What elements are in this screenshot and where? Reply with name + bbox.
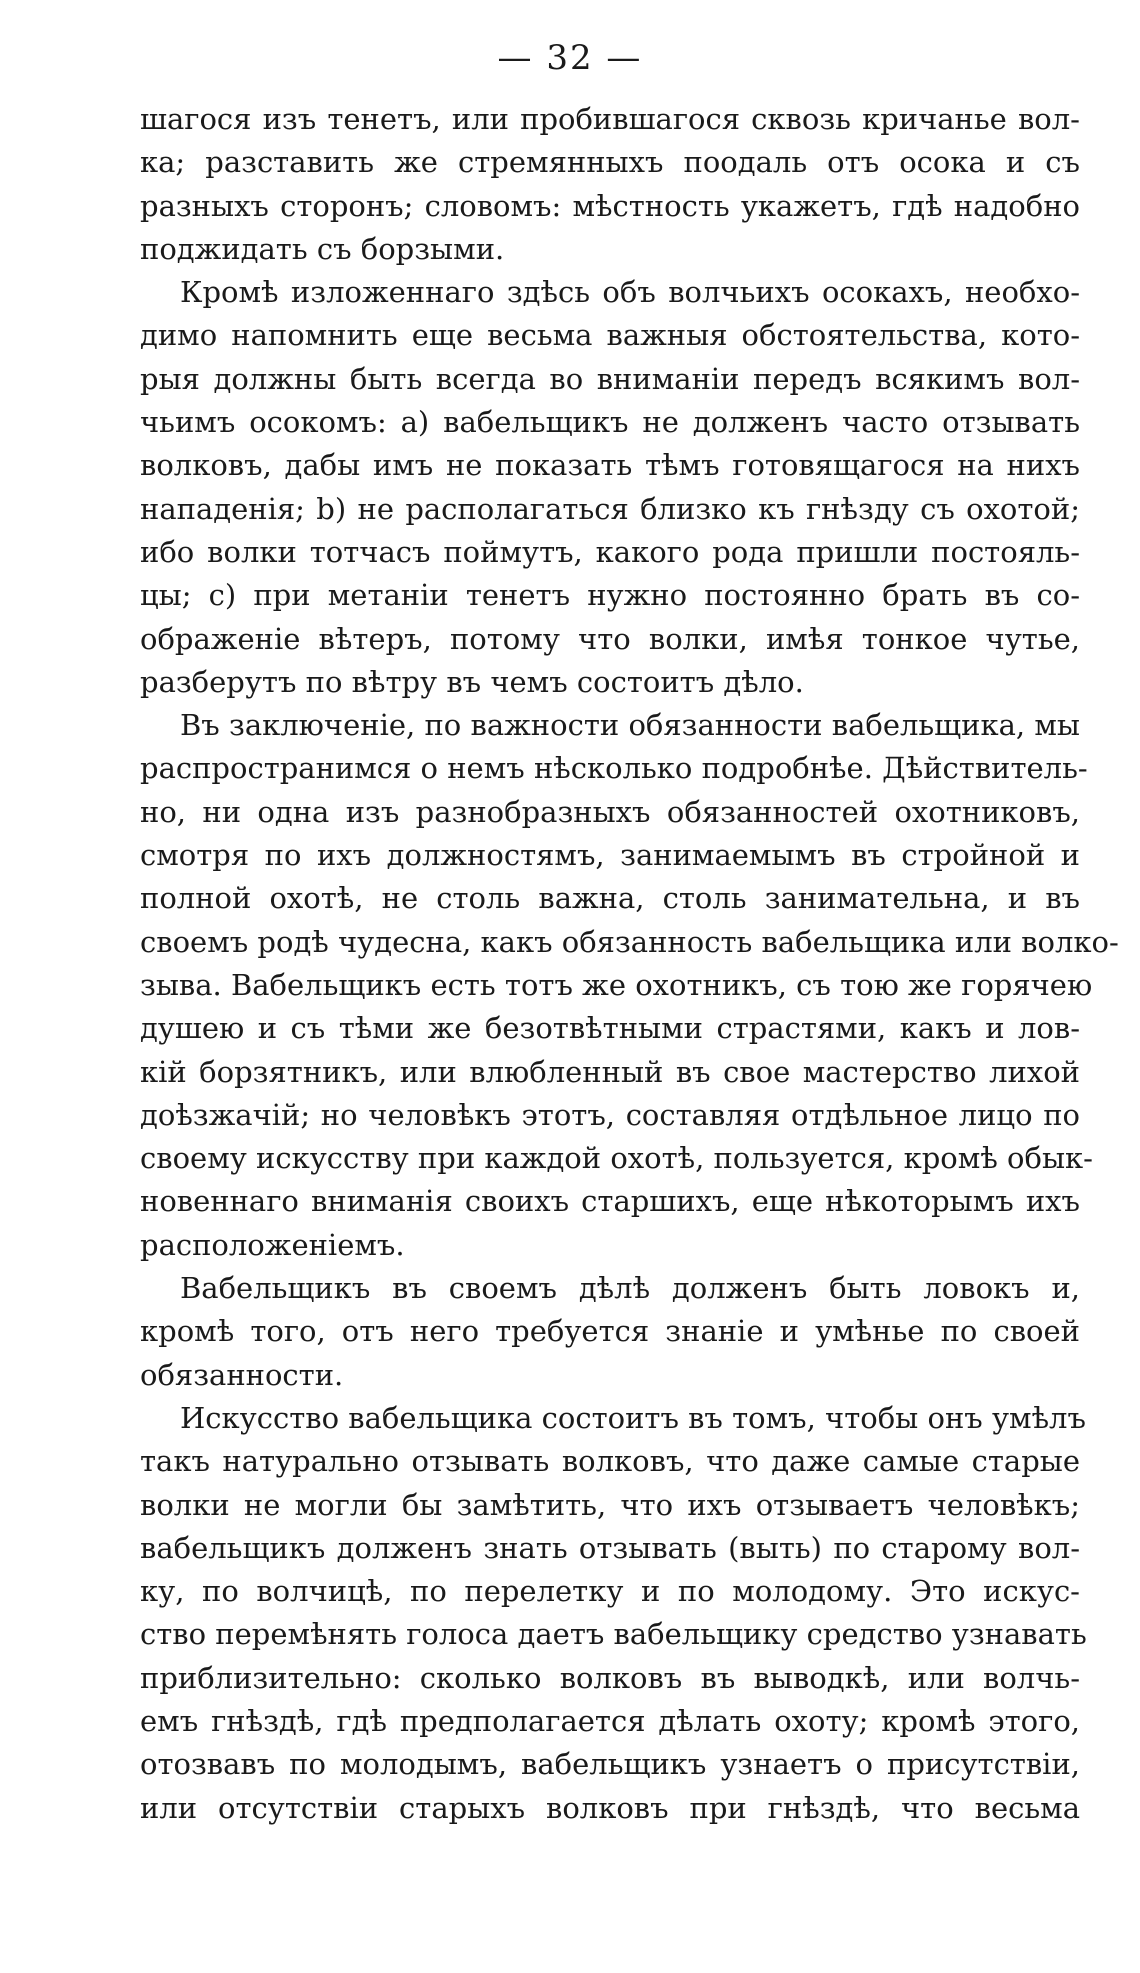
text-line: разберутъ по вѣтру въ чемъ состоитъ дѣло.: [140, 664, 804, 699]
text-line: емъ гнѣздѣ, гдѣ предполагается дѣлать охоту; кромѣ этого,: [140, 1703, 1080, 1738]
text-line: или отсутствіи старыхъ волковъ при гнѣздѣ, что весьма: [140, 1790, 1080, 1825]
text-line: димо напомнить еще весьма важныя обстоятельства, кото-: [140, 318, 1080, 353]
text-line: ибо волки тотчасъ поймутъ, какого рода пришли постояль-: [140, 534, 1080, 569]
text-line: смотря по ихъ должностямъ, занимаемымъ въ стройной и: [140, 838, 1080, 873]
paragraph: [140, 98, 1080, 271]
text-line: душею и съ тѣми же безотвѣтными страстями, какъ и лов-: [140, 1011, 1080, 1046]
text-line: но, ни одна изъ разнобразныхъ обязанностей охотниковъ,: [140, 794, 1080, 829]
text-line: ка; разставить же стремянныхъ поодаль отъ осока и съ: [140, 145, 1080, 180]
text-line: полной охотѣ, не столь важна, столь занимательна, и въ: [140, 881, 1080, 916]
text-line: распространимся о немъ нѣсколько подробнѣе. Дѣйствитель-: [140, 751, 1088, 786]
text-line: такъ натурально отзывать волковъ, что даже самые старые: [140, 1444, 1080, 1479]
text-line: чьимъ осокомъ: а) вабельщикъ не долженъ часто отзывать: [140, 405, 1080, 440]
text-line: зыва. Вабельщикъ есть тотъ же охотникъ, съ тою же горячею: [140, 967, 1093, 1002]
text-line: шагося изъ тенетъ, или пробившагося сквозь кричанье вол-: [140, 102, 1080, 136]
text-block: [140, 98, 1119, 1830]
text-line: ображеніе вѣтеръ, потому что волки, имѣя тонкое чутье,: [140, 621, 1080, 656]
text-line: ку, по волчицѣ, по перелетку и по молодому. Это искус-: [140, 1574, 1080, 1609]
text-line: расположеніемъ.: [140, 1227, 405, 1262]
text-line: нападенія; b) не располагаться близко къ гнѣзду съ охотой;: [140, 491, 1080, 526]
text-line: Вабельщикъ въ своемъ дѣлѣ долженъ быть ловокъ и,: [180, 1271, 1080, 1306]
text-line: волковъ, дабы имъ не показать тѣмъ готовящагося на нихъ: [140, 448, 1080, 483]
text-line: вабельщикъ долженъ знать отзывать (выть) по старому вол-: [140, 1530, 1080, 1565]
text-line: рыя должны быть всегда во вниманіи передъ всякимъ вол-: [140, 361, 1080, 396]
text-line: поджидать съ борзыми.: [140, 231, 505, 266]
text-line: своему искусству при каждой охотѣ, пользуется, кромѣ обык-: [140, 1141, 1093, 1176]
text-line: Кромѣ изложеннаго здѣсь объ волчьихъ осокахъ, необхо-: [180, 275, 1080, 310]
paragraph: [140, 271, 1080, 704]
text-line: отозвавъ по молодымъ, вабельщикъ узнаетъ о присутствіи,: [140, 1747, 1080, 1782]
text-line: Искусство вабельщика состоитъ въ томъ, чтобы онъ умѣлъ: [180, 1400, 1086, 1435]
text-line: новеннаго вниманія своихъ старшихъ, еще нѣкоторымъ ихъ: [140, 1184, 1080, 1219]
text-line: приблизительно: сколько волковъ въ выводкѣ, или волчь-: [140, 1660, 1080, 1695]
page-number: — 32 —: [497, 38, 643, 78]
text-line: кромѣ того, отъ него требуется знаніе и умѣнье по своей: [140, 1314, 1080, 1349]
text-line: кій борзятникъ, или влюбленный въ свое мастерство лихой: [140, 1054, 1080, 1089]
text-line: волки не могли бы замѣтить, что ихъ отзываетъ человѣкъ;: [140, 1487, 1080, 1522]
paragraph: [140, 704, 1119, 1267]
paragraph: [140, 1397, 1087, 1830]
text-line: ство перемѣнять голоса даетъ вабельщику средство узнавать: [140, 1617, 1087, 1652]
text-line: обязанности.: [140, 1357, 344, 1392]
text-line: доѣзжачій; но человѣкъ этотъ, составляя отдѣльное лицо по: [140, 1097, 1080, 1132]
text-line: своемъ родѣ чудесна, какъ обязанность вабельщика или волко-: [140, 924, 1119, 959]
paragraph: [140, 1267, 1080, 1397]
text-line: цы; с) при метаніи тенетъ нужно постоянно брать въ со-: [140, 578, 1080, 613]
text-line: разныхъ сторонъ; словомъ: мѣстность укажетъ, гдѣ надобно: [140, 188, 1080, 223]
text-line: Въ заключеніе, по важности обязанности вабельщика, мы: [180, 708, 1080, 743]
